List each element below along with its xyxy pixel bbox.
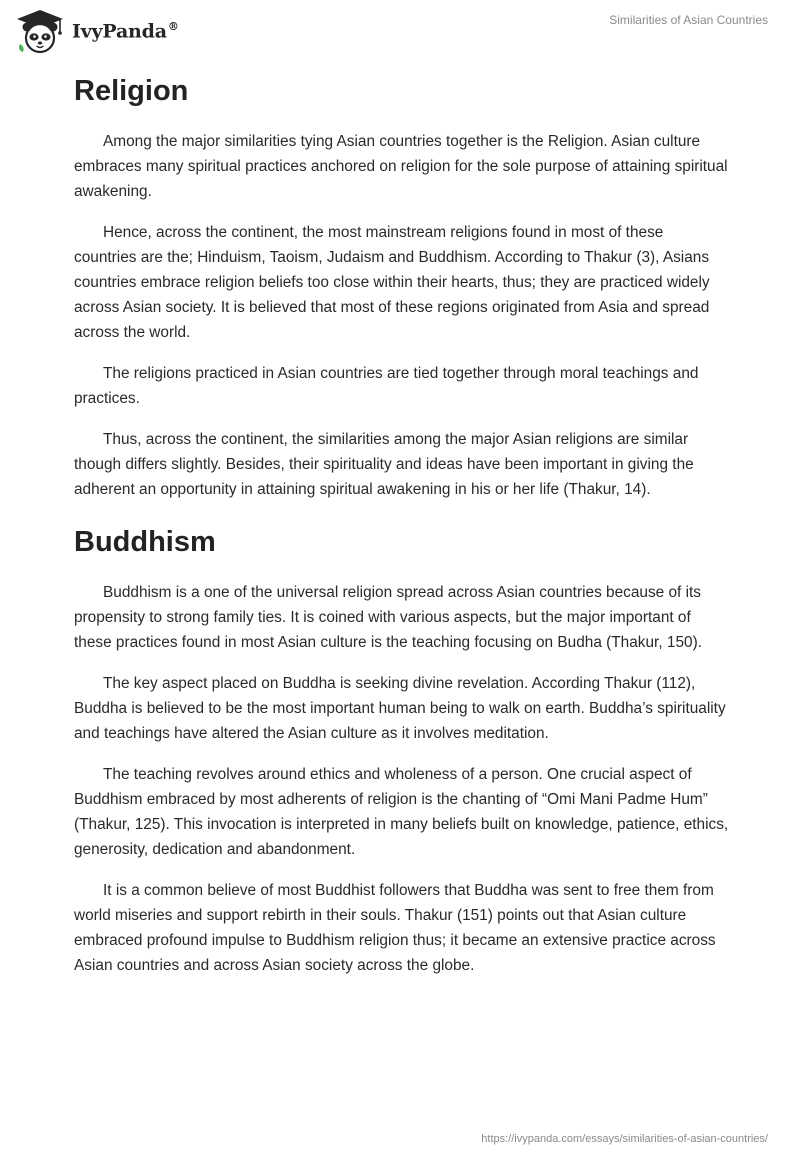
paragraph: The key aspect placed on Buddha is seeking divine revelation. According Thakur (112), Buddha is believed to be the most important human being to walk on earth. Buddha’s spirituality and teachings have altered the Asian culture as it involves meditation. bbox=[74, 675, 726, 742]
section-heading-buddhism: Buddhism bbox=[74, 526, 216, 558]
document-title: Similarities of Asian Countries bbox=[609, 13, 768, 27]
paragraph: The teaching revolves around ethics and wholeness of a person. One crucial aspect of Buddhism embraced by most adherents of religion is the chanting of “Omi Mani Padme Hum” (Thakur, 125). This invocation is interpreted in many beliefs built on knowledge, patience, ethics, generosity, dedication and abandonment. bbox=[74, 766, 729, 858]
ivypanda-logo[interactable] bbox=[14, 8, 179, 54]
page-header bbox=[0, 0, 800, 70]
section-heading-religion: Religion bbox=[74, 75, 189, 107]
brand-name: IvyPanda® bbox=[72, 19, 179, 43]
registered-mark: ® bbox=[167, 19, 179, 33]
paragraph: Buddhism is a one of the universal religion spread across Asian countries because of its propensity to strong family ties. It is coined with various aspects, but the major important of these practices found in most Asian culture is the teaching focusing on Budha (Thakur, 150). bbox=[74, 584, 702, 651]
source-url-link[interactable]: https://ivypanda.com/essays/similarities-of-asian-countries/ bbox=[481, 1133, 768, 1145]
panda-logo-icon bbox=[14, 8, 66, 54]
article-body bbox=[74, 70, 730, 978]
paragraph: It is a common believe of most Buddhist followers that Buddha was sent to free them from world miseries and support rebirth in their souls. Thakur (151) points out that Asian culture embraced profound impulse to Buddhism religion thus; it became an extensive practice across Asian countries and across Asian society across the globe. bbox=[74, 882, 716, 974]
paragraph: The religions practiced in Asian countries are tied together through moral teachings and practices. bbox=[74, 365, 699, 407]
paragraph: Thus, across the continent, the similarities among the major Asian religions are similar though differs slightly. Besides, their spirituality and ideas have been important in giving the adherent an opportunity in attaining spiritual awakening in his or her life (Thakur, 14). bbox=[74, 431, 694, 498]
paragraph: Hence, across the continent, the most mainstream religions found in most of these countries are the; Hinduism, Taoism, Judaism and Buddhism. According to Thakur (3), Asians countries embrace religion beliefs too close within their hearts, thus; they are practiced widely across Asian society. It is believed that most of these regions originated from Asia and spread across the world. bbox=[74, 224, 710, 341]
paragraph: Among the major similarities tying Asian countries together is the Religion. Asian culture embraces many spiritual practices anchored on religion for the sole purpose of attaining spiritual awakening. bbox=[74, 133, 728, 200]
